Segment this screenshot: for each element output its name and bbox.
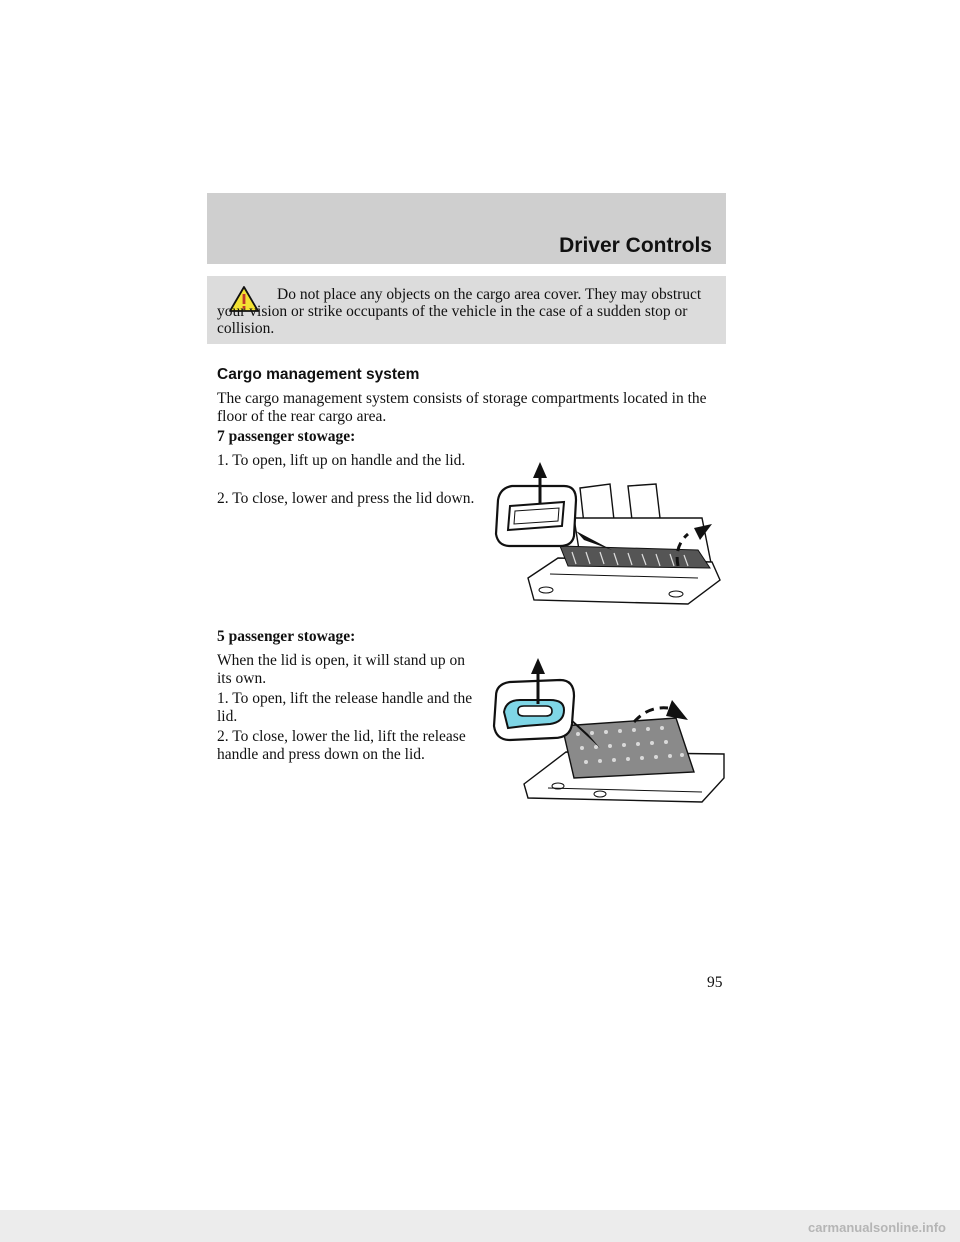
section-title: Driver Controls — [559, 234, 712, 257]
five-passenger-step-2: 2. To close, lower the lid, lift the release handle and press down on the lid. — [217, 728, 466, 763]
section-header-band — [207, 193, 726, 264]
five-passenger-note: When the lid is open, it will stand up on its own. — [217, 652, 465, 687]
seven-passenger-heading: 7 passenger stowage: — [217, 428, 356, 445]
section-heading: Cargo management system — [217, 366, 420, 383]
seven-passenger-stowage-illustration — [488, 458, 728, 610]
page-number: 95 — [707, 974, 723, 991]
seven-passenger-step-1: 1. To open, lift up on handle and the lid. — [217, 452, 466, 469]
warning-text: Do not place any objects on the cargo area cover. They may obstruct your vision or strike occupants of the vehicle in the case of a sudden stop or collision. — [217, 286, 702, 337]
five-passenger-heading: 5 passenger stowage: — [217, 628, 356, 645]
seven-passenger-step-2: 2. To close, lower and press the lid down. — [217, 490, 475, 507]
footer-watermark-url[interactable]: carmanualsonline.info — [808, 1220, 946, 1235]
warning-box — [207, 276, 726, 344]
five-passenger-stowage-illustration — [488, 654, 728, 804]
five-passenger-step-1: 1. To open, lift the release handle and the lid. — [217, 690, 473, 725]
section-intro: The cargo management system consists of storage compartments located in the floor of the rear cargo area. — [217, 390, 707, 425]
